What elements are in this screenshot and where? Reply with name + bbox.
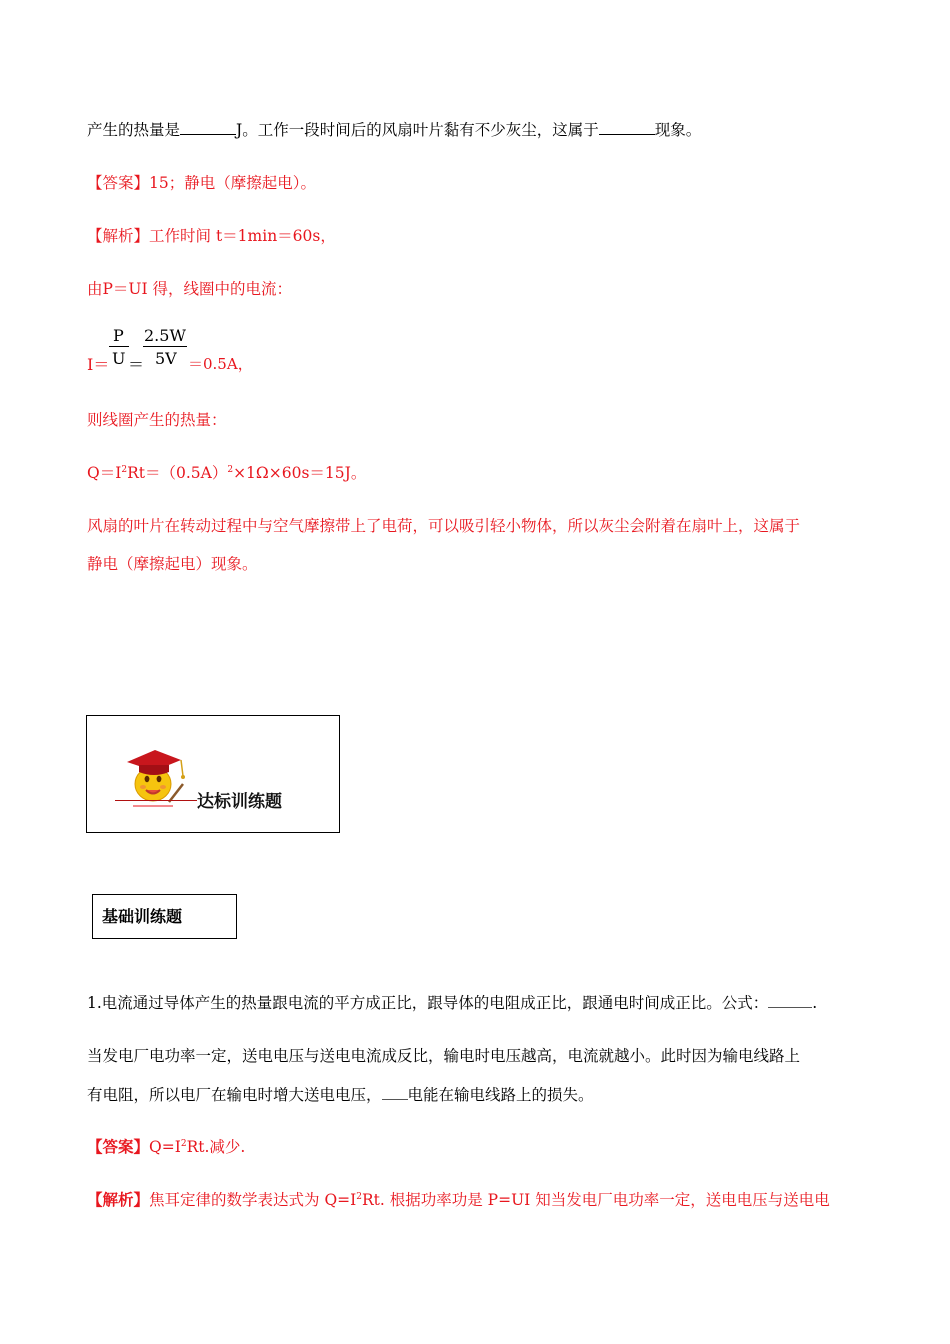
fraction-denominator: U	[112, 349, 126, 368]
text-segment: .	[812, 994, 818, 1012]
section-banner	[86, 715, 340, 833]
analysis-line-pui: 由P＝UI 得，线圈中的电流：	[87, 280, 293, 298]
answer-tag: 【答案】	[87, 1137, 150, 1156]
heat-formula	[87, 463, 366, 483]
fill-blank	[180, 120, 236, 135]
answer-tag: 【答案】	[87, 174, 150, 192]
analysis-line	[87, 226, 336, 246]
formula-part: Q＝I	[87, 464, 122, 482]
fill-blank	[768, 993, 812, 1008]
fraction-bar	[109, 346, 129, 347]
analysis-line-heat: 则线圈产生的热量：	[87, 411, 227, 429]
fraction-numerator: 2.5W	[144, 326, 186, 345]
fraction-numerator: P	[113, 326, 124, 345]
analysis-tag: 【解析】	[87, 227, 150, 245]
explanation-line: 风扇的叶片在转动过程中与空气摩擦带上了电荷，可以吸引轻小物体，所以灰尘会附着在扇叶上，这属于	[87, 517, 801, 535]
superscript: 2	[121, 464, 128, 475]
analysis-tag: 【解析】	[87, 1190, 150, 1209]
text-segment: 产生的热量是	[87, 121, 181, 139]
analysis-line	[87, 1190, 830, 1210]
text-segment: 电能在输电线路上的损失。	[407, 1086, 594, 1104]
subsection-title: 基础训练题	[102, 907, 183, 926]
formula-lhs: I＝	[87, 355, 110, 374]
analysis-text: 工作时间 t＝1min＝60s，	[149, 227, 336, 245]
formula-part: Rt＝（0.5A）	[127, 464, 228, 482]
formula-part: ×1Ω×60s＝15J。	[233, 464, 367, 482]
banner-title: 达标训练题	[197, 792, 282, 812]
fraction-bar	[143, 346, 187, 347]
formula-equals: ＝	[128, 355, 145, 374]
superscript: 2	[180, 1138, 187, 1149]
answer-text: 15；静电（摩擦起电）。	[149, 174, 316, 192]
answer-line	[87, 1137, 245, 1157]
formula-result: ＝0.5A，	[188, 355, 253, 373]
text-segment: Rt. 根据功率功是 P=UI 知当发电厂电功率一定，送电电压与送电电	[362, 1191, 830, 1209]
question-line	[87, 993, 817, 1013]
text-segment: 有电阻，所以电厂在输电时增大送电电压，	[87, 1086, 382, 1104]
answer-line	[87, 173, 316, 193]
formula-part: Rt.减少.	[186, 1138, 246, 1156]
question-line: 当发电厂电功率一定，送电电压与送电电流成反比，输电时电压越高，电流就越小。此时因为输电线路上	[87, 1047, 801, 1065]
text-segment: 1.电流通过导体产生的热量跟电流的平方成正比，跟导体的电阻成正比，跟通电时间成正比。公式：	[87, 994, 769, 1012]
fill-blank	[599, 120, 655, 135]
question-line	[87, 1085, 594, 1105]
text-segment: J。工作一段时间后的风扇叶片黏有不少灰尘，这属于	[236, 121, 599, 139]
text-segment: 现象。	[654, 121, 702, 139]
fill-blank	[382, 1085, 408, 1100]
superscript: 2	[227, 464, 234, 475]
banner-rule	[115, 800, 197, 801]
fraction-denominator: 5V	[155, 349, 177, 368]
text-segment: 焦耳定律的数学表达式为 Q=I	[149, 1191, 357, 1209]
current-formula	[87, 325, 287, 375]
explanation-line: 静电（摩擦起电）现象。	[87, 555, 258, 573]
subsection-box	[92, 894, 237, 939]
question-text-line	[87, 120, 701, 140]
superscript: 2	[356, 1191, 362, 1202]
formula-part: Q=I	[149, 1138, 181, 1156]
